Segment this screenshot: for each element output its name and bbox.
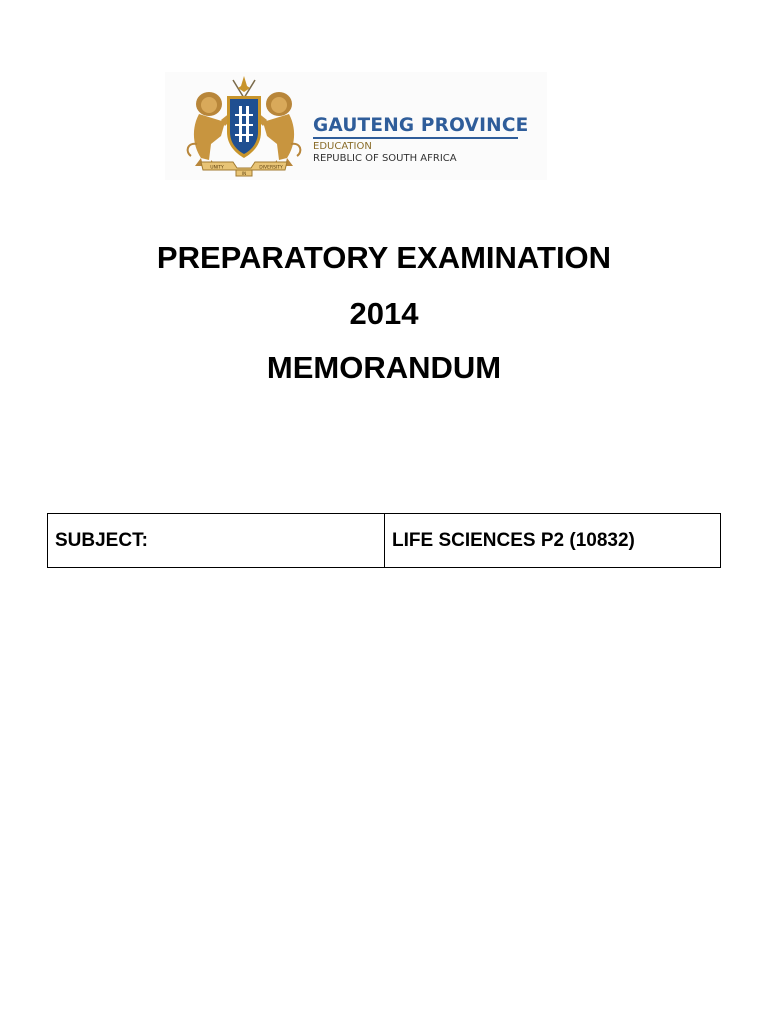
shield-icon bbox=[227, 96, 261, 158]
right-lion-icon bbox=[255, 92, 300, 168]
document-type: MEMORANDUM bbox=[266, 350, 502, 385]
department-name: EDUCATION bbox=[313, 140, 372, 152]
country-name: REPUBLIC OF SOUTH AFRICA bbox=[313, 152, 457, 164]
logo-divider bbox=[313, 137, 518, 139]
logo-wordmark bbox=[313, 116, 528, 165]
motto-ribbon bbox=[201, 162, 287, 176]
svg-text:DIVERSITY: DIVERSITY bbox=[259, 165, 283, 171]
spears-icon bbox=[233, 76, 255, 98]
province-name: GAUTENG PROVINCE bbox=[313, 115, 529, 136]
exam-title: PREPARATORY EXAMINATION bbox=[156, 240, 612, 275]
svg-text:UNITY: UNITY bbox=[210, 165, 224, 171]
subject-table bbox=[47, 513, 721, 568]
exam-year: 2014 bbox=[349, 296, 419, 331]
coat-of-arms-icon bbox=[181, 74, 307, 178]
subject-value: LIFE SCIENCES P2 (10832) bbox=[392, 530, 635, 551]
svg-text:IN: IN bbox=[241, 171, 247, 176]
subject-label: SUBJECT: bbox=[48, 514, 385, 567]
gauteng-logo bbox=[165, 72, 547, 180]
left-lion-icon bbox=[188, 92, 233, 168]
